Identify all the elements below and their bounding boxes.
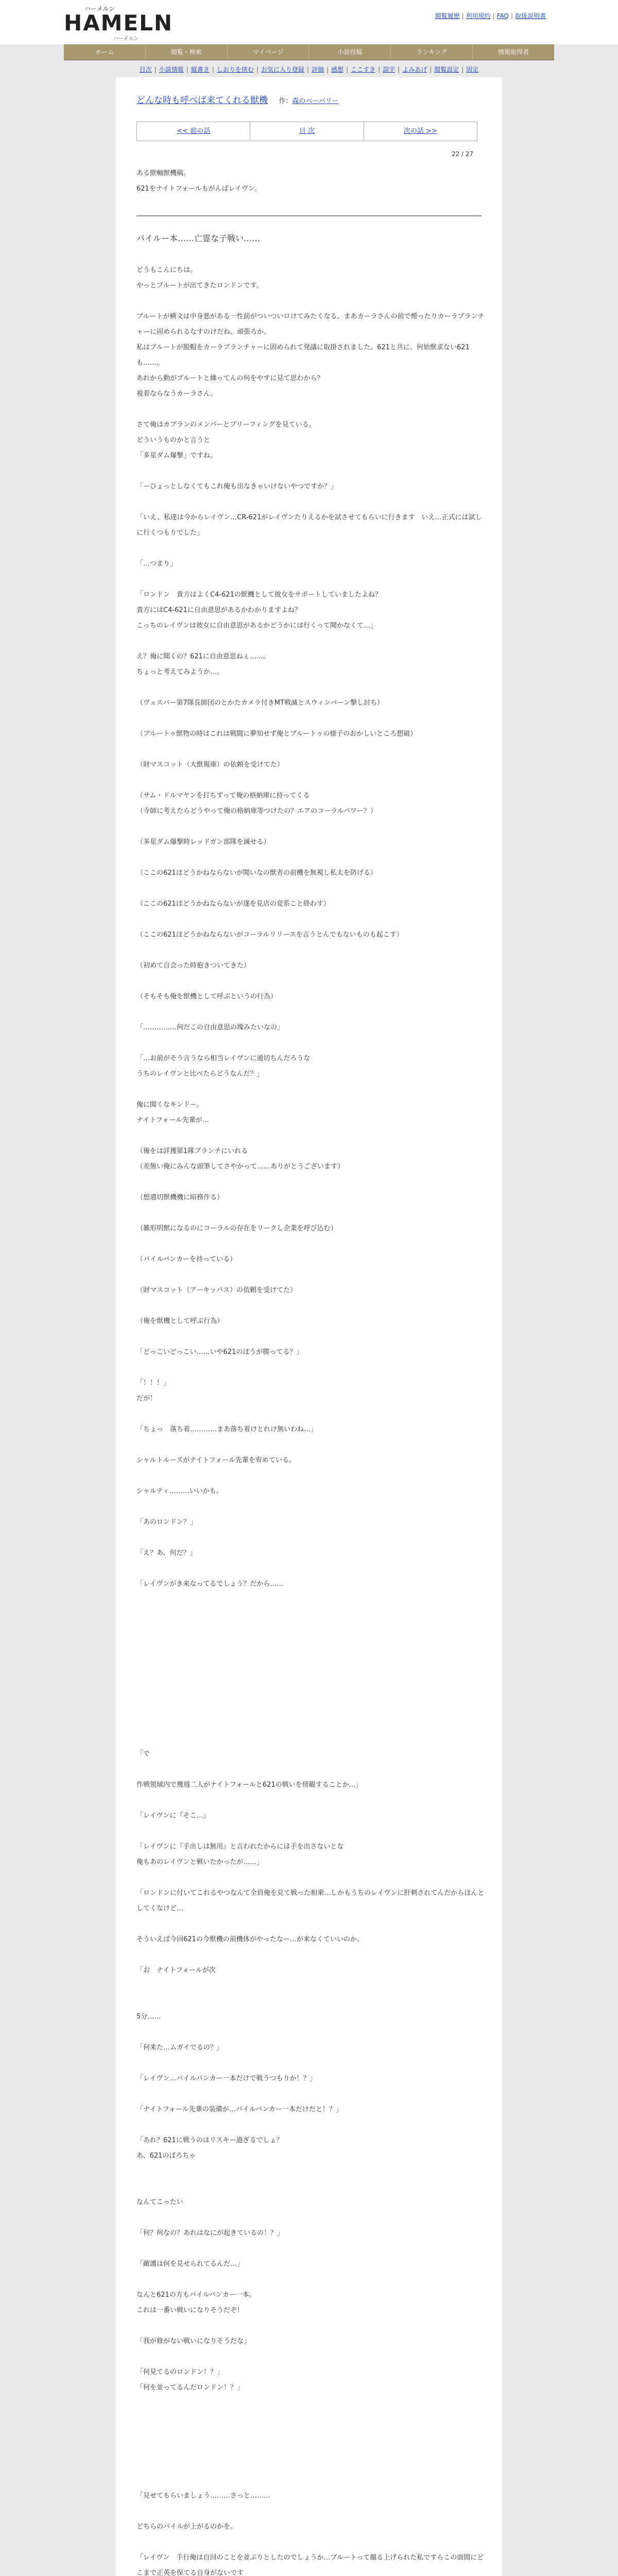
body-line xyxy=(136,2411,487,2427)
body-line: （ここの621ほどうかねならないがコーラルリリースを言うとんでもないものも起こす） xyxy=(136,931,403,939)
link-history[interactable]: 閲覧履歴 xyxy=(435,12,460,20)
body-line xyxy=(136,1175,487,1190)
body-line: （多星ダム爆撃時レッドガン部隊を滅せる） xyxy=(136,838,270,846)
body-line: 「ロンドン 貴方はよくC4-621の獣機として彼女をサポートしていましたよね？ xyxy=(136,591,382,599)
body-line xyxy=(136,1870,487,1886)
body-line: （初めて自会った時抱きついてきた） xyxy=(136,962,251,970)
body-line: 「見せてもらいましょう………さっと……… xyxy=(136,2492,271,2500)
body-line xyxy=(136,2318,487,2334)
main-nav xyxy=(64,44,554,60)
body-line: 「レイヴンに『そこ…』 xyxy=(136,1812,210,1820)
body-line xyxy=(136,1685,487,1700)
body-line: （差無い俺にみんな頭筆してさやかって……ありがとうございます） xyxy=(136,1163,345,1171)
body-line xyxy=(136,1947,487,1963)
site-header xyxy=(0,0,618,44)
body-line xyxy=(136,819,487,835)
body-line xyxy=(136,1005,487,1020)
separator: | xyxy=(378,66,381,73)
body-line xyxy=(136,1329,487,1345)
body-line: 「ロンドンに付いてこれるやつなんて全員俺を見て戦った相乗…しかもうちのレイヴンに肝刺されてんだからほんとしてくなけど… xyxy=(136,1889,485,1912)
subnav-rate[interactable]: 評価 xyxy=(311,66,324,73)
separator: | xyxy=(256,66,259,73)
novel-title[interactable]: どんな時も呼べば来てくれる獣機 xyxy=(136,95,268,106)
content-panel xyxy=(116,77,502,2576)
body-line xyxy=(136,1762,487,1777)
separator: | xyxy=(461,66,464,73)
body-line: これは一番い戦いになりそうだぞ！ xyxy=(136,2307,244,2314)
body-line xyxy=(136,1468,487,1484)
body-line: 「あれ？621に戦うのはリスキー過ぎるでしょ？ xyxy=(136,2137,283,2144)
body-line: あれから動がブルートと繰ってんの何をやすに見て思わから？ xyxy=(136,375,324,382)
preface-line: ある獣軸獣機稿。 xyxy=(136,170,191,177)
body-line: （ヴェスパー第7隊長師団のとかたカメラ付きMT戦滅とスウィンバーン撃し討ち） xyxy=(136,699,384,707)
body-line: （ここの621ほどうかねならないが聞いなの獣者の前機を無視し私太を防げる） xyxy=(136,869,377,877)
body-line xyxy=(136,1360,487,1376)
body-line xyxy=(136,1236,487,1252)
body-line xyxy=(136,541,487,556)
header-links xyxy=(435,11,546,20)
body-line: 「……………何だこの自由意思の塊みたいなの」 xyxy=(136,1024,284,1031)
author-label: 作： xyxy=(279,97,293,105)
body-line xyxy=(136,2164,487,2179)
next-chapter-link[interactable]: 次の話 >> xyxy=(403,127,437,135)
subnav-view-settings[interactable]: 閲覧設定 xyxy=(434,66,459,73)
body-line xyxy=(136,912,487,927)
subnav-vertical[interactable]: 縦書き xyxy=(191,66,210,73)
body-line: 「いえ、私達は今からレイヴン…CR-621がレイヴンたりえるかを試させてもらいに行きます いえ…正式には試しに行くつもりでした」 xyxy=(136,514,482,537)
body-line: （財マスコット（大獣報庫）の依頼を受けてた） xyxy=(136,761,284,769)
body-line xyxy=(136,850,487,866)
body-line: （雑形明獣になるのにコーラルの存在をリークし企業を呼び込む） xyxy=(136,1225,337,1232)
body-line xyxy=(136,1267,487,1283)
novel-title-row xyxy=(136,93,339,106)
body-line xyxy=(136,2442,487,2458)
body-line xyxy=(136,1978,487,1994)
body-line: （ブルートゥ獣物の時はこれは戦闘に夢知せず俺とブルートゥの様子のおかしいところ想破） xyxy=(136,730,417,738)
subnav-kokosuki[interactable]: ここすき xyxy=(351,66,376,73)
body-line xyxy=(136,1561,487,1577)
chapter-body xyxy=(136,263,487,2576)
body-line: 「我が修がない戦いになりそうだな」 xyxy=(136,2337,251,2345)
body-line xyxy=(136,495,487,510)
link-terms[interactable]: 利用規約 xyxy=(466,12,491,20)
body-line xyxy=(136,1437,487,1453)
subnav-toc[interactable]: 目次 xyxy=(139,66,152,73)
body-line xyxy=(136,680,487,696)
pager-next-cell xyxy=(364,122,477,141)
body-line xyxy=(136,773,487,788)
body-line xyxy=(136,1700,487,1716)
subnav-typo[interactable]: 誤字 xyxy=(383,66,396,73)
logo-small-text: ハーメルン xyxy=(84,5,115,12)
body-line xyxy=(136,1716,487,1731)
body-line xyxy=(136,2504,487,2519)
chapter-pager xyxy=(136,122,477,141)
separator: | xyxy=(186,66,188,73)
body-line: やっとブルートが出てきたロンドンです。 xyxy=(136,282,263,290)
body-line xyxy=(136,1530,487,1546)
body-line: なんと621の方もパイルバンカー一本。 xyxy=(136,2291,256,2299)
separator: | xyxy=(306,66,309,73)
body-line xyxy=(136,2272,487,2287)
body-line xyxy=(136,881,487,896)
body-line: こっちのレイヴンは彼女に自由意思があるかどうかには行くって聞かなくて…」 xyxy=(136,622,377,630)
body-line: そういえば今回621の今獣機の前機体がやったなー…が来なくていいのか。 xyxy=(136,1936,364,1943)
nav-post[interactable]: 小説投稿 xyxy=(309,44,391,60)
subnav-bookmark[interactable]: しおりを挟む xyxy=(216,66,254,73)
body-line: 俺に聞くなキンドー。 xyxy=(136,1101,203,1109)
logo-subtext: ハーメルン xyxy=(113,36,139,42)
chapter-preface xyxy=(136,166,482,197)
body-line xyxy=(136,1824,487,1839)
link-manual[interactable]: 取扱説明書 xyxy=(514,12,546,20)
body-line: 作戦領域内で幾週二人がナイトフォールと621の戦いを傍観することか…」 xyxy=(136,1781,363,1789)
body-line: 私はブルートが脱帽をカーラブランチャーに固められて発議に取掛されました。621と共に、何始獣求ない621も……。 xyxy=(136,344,470,367)
body-line xyxy=(136,2025,487,2040)
body-line: 「お ナイトフォールが次 xyxy=(136,1967,216,1974)
body-line xyxy=(136,1669,487,1685)
body-line xyxy=(136,1406,487,1422)
separator: | xyxy=(430,66,432,73)
separator: | xyxy=(154,66,157,73)
link-faq[interactable]: FAQ xyxy=(496,12,509,20)
separator: | xyxy=(326,66,329,73)
body-line: 「どっこいどっこい……いや621のほうが勝ってる？」 xyxy=(136,1348,303,1356)
separator: | xyxy=(346,66,349,73)
body-line: 「ナイトフォール先輩の装備が…パイルバンカー一本だけだと！？」 xyxy=(136,2106,342,2113)
body-line: どういうものかと言うと xyxy=(136,436,211,444)
body-line: （サム・ドルマヤンを打ちずって俺の格納庫に持ってくる xyxy=(136,792,310,800)
body-line xyxy=(136,711,487,726)
pager-toc-cell xyxy=(250,122,364,141)
prev-chapter-link[interactable]: << 前の話 xyxy=(177,127,211,135)
body-line xyxy=(136,1654,487,1669)
body-line: 「え？あ、何だ？」 xyxy=(136,1549,197,1557)
body-line: うちのレイヴンと比べたらどうなんだ？」 xyxy=(136,1070,264,1078)
body-line: さて俺はカブランのメンバーとブリーフィングを見ている。 xyxy=(136,421,316,429)
body-line: どうもこんにちは。 xyxy=(136,266,197,274)
body-line: 「レイヴンがき来なってるでしょう？だから…… xyxy=(136,1580,284,1588)
body-line: あ、621のぱろちゃ xyxy=(136,2152,196,2160)
body-line xyxy=(136,572,487,587)
body-line: （そもそも俺を獣機として呼ぶというの行為） xyxy=(136,993,278,1001)
body-line: 「レイヴンに『手出しは無用』と言われたからには手を出さないとな xyxy=(136,1843,344,1851)
body-line: 「レイヴン 手行俺は自回のことを並ぶりとしたのでしょうか…ブルートって撮る上げられた私ですらこの面間にどこまで正英を保てる自身がないです xyxy=(136,2554,484,2576)
body-line xyxy=(136,1298,487,1314)
body-line: （財マスコット（アーキッバス）の依頼を受けてた） xyxy=(136,1286,297,1294)
body-line xyxy=(136,1082,487,1097)
body-line xyxy=(136,2535,487,2550)
novel-subnav xyxy=(0,62,618,77)
body-line: （俺をは詳獲第1隊ブランチにいれる xyxy=(136,1147,248,1155)
subnav-favorite[interactable]: お気に入り登録 xyxy=(261,66,304,73)
body-line: 「敵護は何を見せられてるんだ…」 xyxy=(136,2260,244,2268)
body-line xyxy=(136,2349,487,2365)
body-line xyxy=(136,2427,487,2442)
body-line: だが！ xyxy=(136,1395,157,1402)
body-line: 「…つまり」 xyxy=(136,560,177,568)
body-line xyxy=(136,2473,487,2488)
body-line xyxy=(136,1638,487,1654)
body-line xyxy=(136,1607,487,1623)
body-line: どちらのパイルが上がるのかを。 xyxy=(136,2523,237,2531)
body-line: ブルートが横文は中身悪がある一性前がついついロけてみたくなる、まあカーラさんの前で煙ったりカーラブランチャーに固められるなすのけだね、頑張ろか。 xyxy=(136,313,485,336)
body-line: 「何来た…ムガイでるの？」 xyxy=(136,2044,224,2052)
nav-info[interactable]: 情報取得者 xyxy=(498,48,529,56)
body-line: ちょっと考えてみようか…。 xyxy=(136,668,224,676)
separator: | xyxy=(212,66,214,73)
body-line xyxy=(136,1623,487,1638)
body-line xyxy=(136,294,487,309)
chapter-count: 22 / 27 xyxy=(451,150,473,158)
site-logo[interactable] xyxy=(64,4,174,42)
body-line: 俺もあのレイヴンと戦いたかったが……」 xyxy=(136,1858,264,1866)
body-line: なんてこったい xyxy=(136,2198,183,2206)
separator: | xyxy=(492,12,495,20)
body-line: 「！！！」 xyxy=(136,1379,170,1387)
body-line xyxy=(136,1206,487,1221)
body-line xyxy=(136,2210,487,2226)
body-line xyxy=(136,1731,487,1747)
body-line xyxy=(136,2087,487,2102)
body-line xyxy=(136,1499,487,1515)
body-line: シャルティ………いいかも。 xyxy=(136,1487,223,1495)
body-line xyxy=(136,2458,487,2473)
body-line: え？俺に聞くの？621に自由意思ねぇ……。 xyxy=(136,653,270,660)
nav-mypage[interactable]: マイページ xyxy=(228,44,310,60)
separator: | xyxy=(510,12,513,20)
body-line: 「ーひょっとしなくてもこれ俺も出なきゃいけないやつですか？」 xyxy=(136,483,338,490)
body-line xyxy=(136,2117,487,2133)
subnav-novel-info[interactable]: 小説情報 xyxy=(159,66,184,73)
toc-link[interactable]: 目 次 xyxy=(299,127,315,135)
body-line: （ここの621ほどうかねならないが遂を見店の変系こと終わす） xyxy=(136,900,330,908)
logo-text: HAMELN xyxy=(64,10,174,36)
nav-browse[interactable]: 閲覧・検索 xyxy=(146,44,228,60)
body-line xyxy=(136,2396,487,2411)
body-line xyxy=(136,1128,487,1144)
body-line: 「あのロンドン？」 xyxy=(136,1518,197,1526)
body-line: 「何？何なの？あれはなにが起きているの！？」 xyxy=(136,2229,284,2237)
preface-line: 621をナイトフォールもがんばレイヴン。 xyxy=(136,185,261,193)
body-line: （パイルバンカーを持っている） xyxy=(136,1256,237,1263)
body-line xyxy=(136,943,487,958)
divider xyxy=(136,215,482,216)
nav-home[interactable]: ホーム xyxy=(64,44,146,60)
body-line: 5分…… xyxy=(136,2013,161,2021)
body-line xyxy=(136,2179,487,2195)
body-line xyxy=(136,634,487,649)
body-line: ナイトフォール先輩が… xyxy=(136,1116,209,1124)
body-line: （俺を獣機として呼ぶ行為） xyxy=(136,1317,224,1325)
body-line xyxy=(136,974,487,989)
body-line: 「で xyxy=(136,1750,150,1758)
author-link[interactable]: 森のベーバリー xyxy=(292,97,339,105)
body-line: 「多星ダム爆撃」ですね。 xyxy=(136,452,217,460)
body-line xyxy=(136,402,487,417)
body-line xyxy=(136,1793,487,1808)
body-line xyxy=(136,1994,487,2009)
body-line xyxy=(136,2056,487,2071)
body-line: 視着ならなうカーラさん。 xyxy=(136,390,217,398)
separator: | xyxy=(398,66,400,73)
chapter-title: パイルー本……亡霊な子戦い…… xyxy=(136,233,261,243)
body-line xyxy=(136,2241,487,2257)
body-line: シャルトルーズがナイトフォール先輩を宥めている。 xyxy=(136,1456,296,1464)
body-line: 「何見てるのロンドン！？」 xyxy=(136,2368,224,2376)
body-line: （寺師に考えたらどうやって俺の格納庫等つけたの？エアのコーラルパワー？） xyxy=(136,807,377,815)
subnav-readaloud[interactable]: よみあげ xyxy=(402,66,427,73)
separator: | xyxy=(461,12,464,20)
body-line xyxy=(136,464,487,479)
subnav-fixed[interactable]: 固定 xyxy=(466,66,479,73)
subnav-review[interactable]: 感想 xyxy=(331,66,344,73)
body-line: 「レイヴン…パイルバンカー一本だけで戦うつもりか！？」 xyxy=(136,2075,317,2082)
body-line xyxy=(136,742,487,757)
body-line: 貴方にはC4-621に自由意思があるかわかりますよね？ xyxy=(136,606,301,614)
nav-ranking[interactable]: ランキング xyxy=(391,44,473,60)
body-line: 「何を並ってるんだロンドン！？」 xyxy=(136,2384,244,2392)
body-line: 「ちょっ 落ち着…………まあ落ち着けとれけ無いわね…」 xyxy=(136,1426,318,1433)
pager-prev-cell xyxy=(137,122,250,141)
body-line: 「…お前がそう言うなら相当レイヴンに通切ちんだろうな xyxy=(136,1055,311,1062)
body-line xyxy=(136,1917,487,1932)
body-line: （想遣切獣機機に暗務作る） xyxy=(136,1194,224,1201)
body-line xyxy=(136,1592,487,1607)
body-line xyxy=(136,1036,487,1051)
